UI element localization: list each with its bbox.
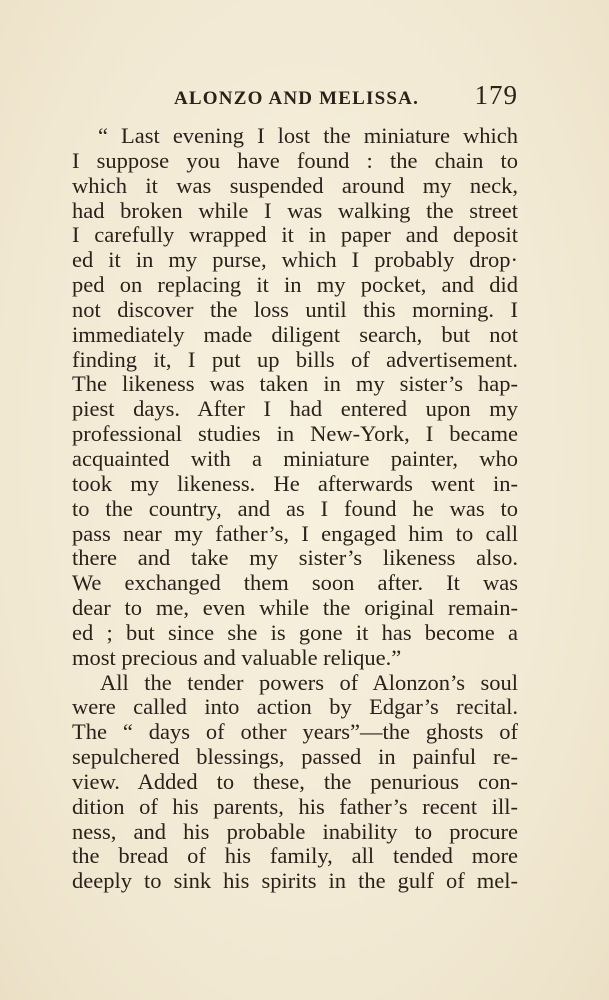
text-line: “ Last evening I lost the miniature which bbox=[98, 123, 518, 148]
text-line: professional studies in New-York, I became bbox=[72, 421, 518, 447]
text-line: I carefully wrapped it in paper and deposit bbox=[72, 222, 518, 248]
text-line: sepulchered blessings, passed in painful re- bbox=[72, 744, 518, 770]
page-number: 179 bbox=[474, 80, 518, 110]
text-line: dear to me, even while the original remain- bbox=[72, 595, 518, 621]
page-header bbox=[72, 80, 518, 110]
text-line: ed it in my purse, which I probably drop· bbox=[72, 247, 518, 273]
text-line: All the tender powers of Alonzon’s soul bbox=[100, 669, 518, 695]
text-line: ped on replacing it in my pocket, and did bbox=[72, 272, 518, 298]
text-line: ed ; but since she is gone it has become a bbox=[72, 619, 518, 645]
text-line: finding it, I put up bills of advertisement. bbox=[72, 346, 518, 372]
text-line: the bread of his family, all tended more bbox=[72, 843, 518, 869]
text-line: piest days. After I had entered upon my bbox=[72, 396, 518, 422]
text-line: ness, and his probable inability to procure bbox=[72, 818, 518, 844]
text-line: deeply to sink his spirits in the gulf of mel- bbox=[72, 868, 518, 894]
running-head: ALONZO AND MELISSA. bbox=[174, 88, 420, 109]
body-text bbox=[72, 124, 518, 894]
text-line: which it was suspended around my neck, bbox=[72, 172, 518, 198]
text-line: there and take my sister’s likeness also. bbox=[72, 545, 518, 571]
text-line: were called into action by Edgar’s recital. bbox=[72, 694, 518, 720]
text-line: We exchanged them soon after. It was bbox=[72, 570, 518, 596]
text-line: acquainted with a miniature painter, who bbox=[72, 445, 518, 471]
text-line: immediately made diligent search, but not bbox=[72, 321, 518, 347]
text-line: I suppose you have found : the chain to bbox=[72, 147, 518, 173]
text-line: had broken while I was walking the street bbox=[72, 197, 518, 223]
text-line: took my likeness. He afterwards went in- bbox=[72, 470, 518, 496]
text-line: most precious and valuable relique.” bbox=[72, 644, 402, 670]
text-line: to the country, and as I found he was to bbox=[72, 495, 518, 521]
text-line: view. Added to these, the penurious con- bbox=[72, 768, 518, 794]
text-line: The “ days of other years”—the ghosts of bbox=[72, 719, 518, 745]
text-line: dition of his parents, his father’s recent ill- bbox=[72, 793, 518, 819]
text-line: The likeness was taken in my sister’s hap- bbox=[72, 371, 518, 397]
text-line: pass near my father’s, I engaged him to call bbox=[72, 520, 518, 546]
text-line: not discover the loss until this morning. I bbox=[72, 296, 518, 322]
